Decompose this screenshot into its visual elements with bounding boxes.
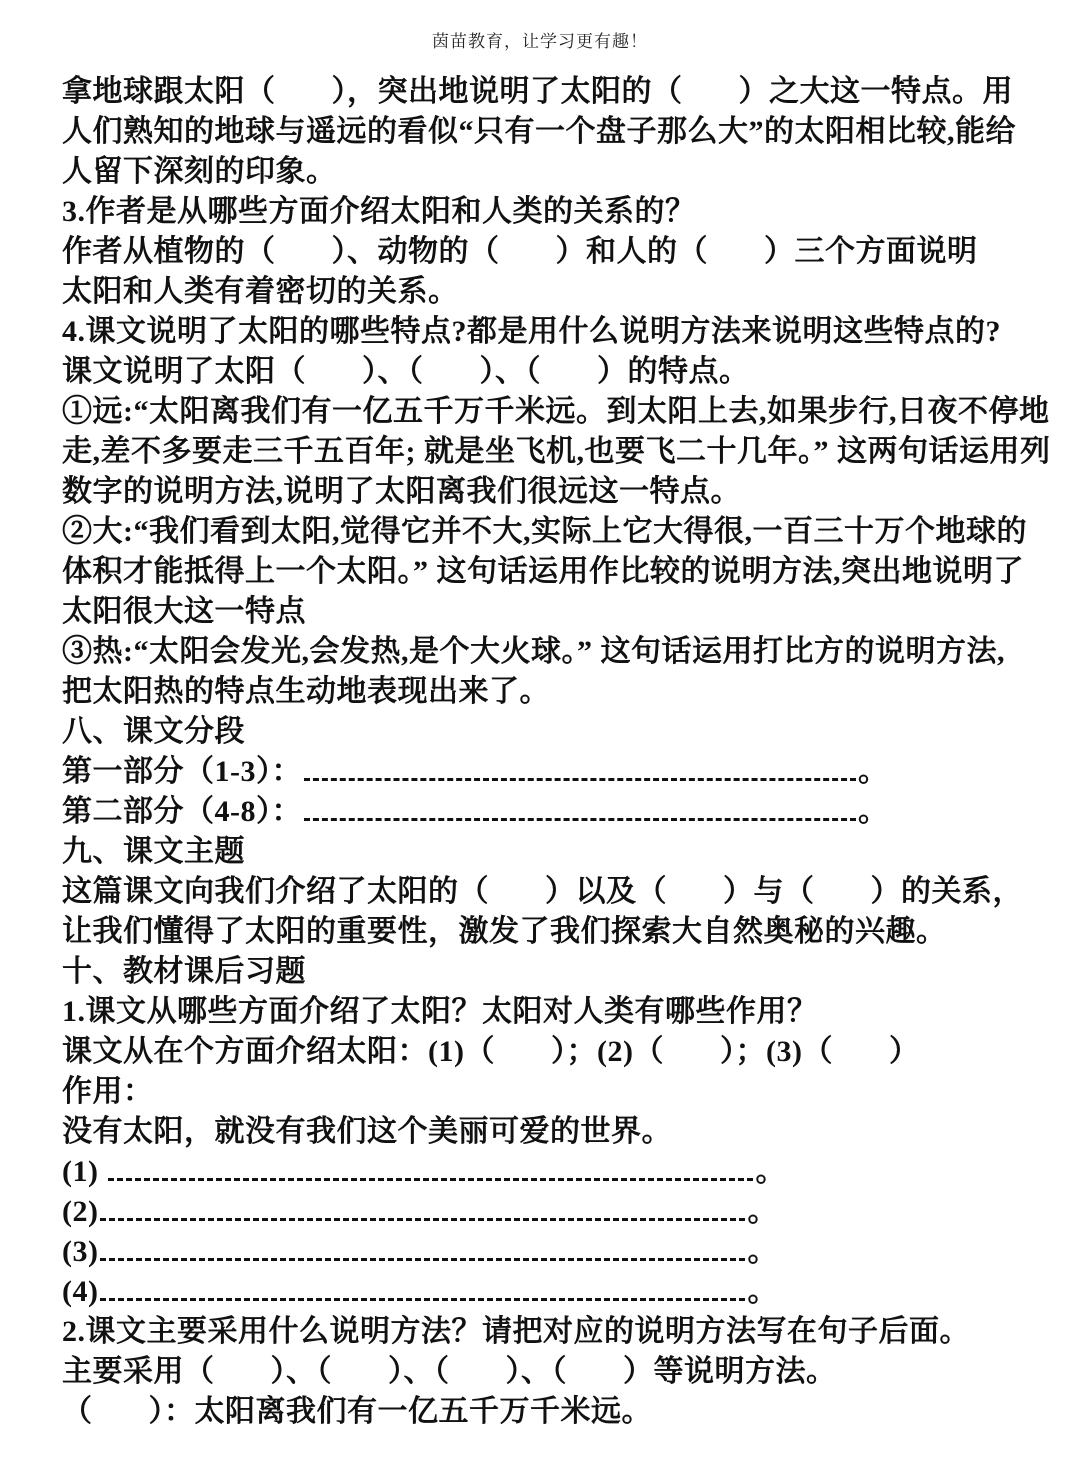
line-text: （ ）：太阳离我们有一亿五千万千米远。: [62, 1395, 652, 1428]
line-text: 第一部分（1-3）：: [62, 755, 302, 788]
line-text: 没有太阳，就没有我们这个美丽可爱的世界。: [62, 1115, 672, 1148]
text-line: [62, 432, 1051, 472]
text-line: [62, 512, 1030, 552]
line-text: 让我们懂得了太阳的重要性，激发了我们探索大自然奥秘的兴趣。: [62, 915, 947, 948]
line-text: 十、教材课后习题: [62, 955, 306, 988]
line-text: 走,差不多要走三千五百年; 就是坐飞机,也要飞二十几年。” 这两句话运用列: [62, 435, 1051, 468]
line-suffix: 。: [858, 795, 889, 828]
text-line: [62, 392, 1050, 432]
text-line: [62, 112, 1030, 152]
section-heading: [62, 952, 1030, 992]
text-line: [62, 552, 1030, 592]
line-suffix: 。: [747, 1275, 778, 1308]
fill-blank-line: [62, 1232, 1030, 1272]
text-line: [62, 1112, 1030, 1152]
question-line: [62, 1312, 1030, 1352]
text-line: [62, 72, 1030, 112]
text-line: [62, 1392, 1030, 1432]
line-text: (2): [62, 1195, 99, 1228]
answer-blank: [100, 1212, 745, 1221]
answer-blank: [108, 1172, 753, 1181]
answer-blank: [304, 772, 856, 781]
line-text: 作者从植物的（ ）、动物的（ ）和人的（ ）三个方面说明: [62, 235, 978, 268]
line-text: 把太阳热的特点生动地表现出来了。: [62, 675, 550, 708]
line-text: 体积才能抵得上一个太阳。” 这句话运用作比较的说明方法,突出地说明了: [62, 555, 1024, 588]
worksheet-body: [0, 52, 1080, 1432]
line-suffix: 。: [858, 755, 889, 788]
line-text: ③热:“太阳会发光,会发热,是个大火球。” 这句话运用打比方的说明方法,: [62, 635, 1005, 668]
line-text: 4.课文说明了太阳的哪些特点?都是用什么说明方法来说明这些特点的?: [62, 315, 1001, 348]
line-text: 课文从在个方面介绍太阳：(1)（ ）；(2)（ ）；(3)（ ）: [62, 1035, 920, 1068]
line-text: 3.作者是从哪些方面介绍太阳和人类的关系的？: [62, 195, 696, 228]
fill-blank-line: [62, 752, 1030, 792]
line-text: 主要采用（ ）、（ ）、（ ）、（ ）等说明方法。: [62, 1355, 837, 1388]
answer-blank: [100, 1252, 745, 1261]
line-text: 太阳和人类有着密切的关系。: [62, 275, 459, 308]
answer-blank: [304, 812, 856, 821]
line-text: 数字的说明方法,说明了太阳离我们很远这一特点。: [62, 475, 741, 508]
line-suffix: 。: [747, 1195, 778, 1228]
text-line: [62, 272, 1030, 312]
line-text: ①远:“太阳离我们有一亿五千万千米远。到太阳上去,如果步行,日夜不停地: [62, 395, 1050, 428]
line-text: 人留下深刻的印象。: [62, 155, 337, 188]
text-line: [62, 1352, 1030, 1392]
text-line: [62, 152, 1030, 192]
line-text: 这篇课文向我们介绍了太阳的（ ）以及（ ）与（ ）的关系，: [62, 875, 1023, 908]
line-text: 课文说明了太阳（ ）、（ ）、（ ）的特点。: [62, 355, 750, 388]
text-line: [62, 232, 1030, 272]
fill-blank-line: [62, 1272, 1030, 1312]
line-text: 九、课文主题: [62, 835, 245, 868]
text-line: [62, 872, 1030, 912]
line-suffix: 。: [747, 1235, 778, 1268]
line-text: 拿地球跟太阳（ ），突出地说明了太阳的（ ）之大这一特点。用: [62, 75, 1013, 108]
section-heading: [62, 832, 1030, 872]
line-text: 第二部分（4-8）：: [62, 795, 302, 828]
fill-blank-line: [62, 1192, 1030, 1232]
line-text: (3): [62, 1235, 99, 1268]
text-line: [62, 632, 1030, 672]
question-line: [62, 992, 1030, 1032]
question-line: [62, 312, 1030, 352]
line-text: 人们熟知的地球与遥远的看似“只有一个盘子那么大”的太阳相比较,能给: [62, 115, 1016, 148]
text-line: [62, 912, 1030, 952]
line-text: (4): [62, 1275, 99, 1308]
line-text: 太阳很大这一特点: [62, 595, 306, 628]
line-text: (1): [62, 1155, 107, 1188]
line-text: 八、课文分段: [62, 715, 245, 748]
text-line: [62, 1032, 1030, 1072]
answer-blank: [100, 1292, 745, 1301]
site-slogan: 茵苗教育，让学习更有趣！: [432, 32, 648, 51]
line-text: 作用：: [62, 1075, 154, 1108]
text-line: [62, 592, 1030, 632]
line-text: 1.课文从哪些方面介绍了太阳？太阳对人类有哪些作用？: [62, 995, 818, 1028]
line-text: ②大:“我们看到太阳,觉得它并不大,实际上它大得很,一百三十万个地球的: [62, 515, 1027, 548]
fill-blank-line: [62, 1152, 1030, 1192]
text-line: [62, 352, 1030, 392]
section-heading: [62, 712, 1030, 752]
text-line: [62, 1072, 1030, 1112]
text-line: [62, 672, 1030, 712]
question-line: [62, 192, 1030, 232]
fill-blank-line: [62, 792, 1030, 832]
line-text: 2.课文主要采用什么说明方法？请把对应的说明方法写在句子后面。: [62, 1315, 970, 1348]
line-suffix: 。: [755, 1155, 786, 1188]
text-line: [62, 472, 1030, 512]
